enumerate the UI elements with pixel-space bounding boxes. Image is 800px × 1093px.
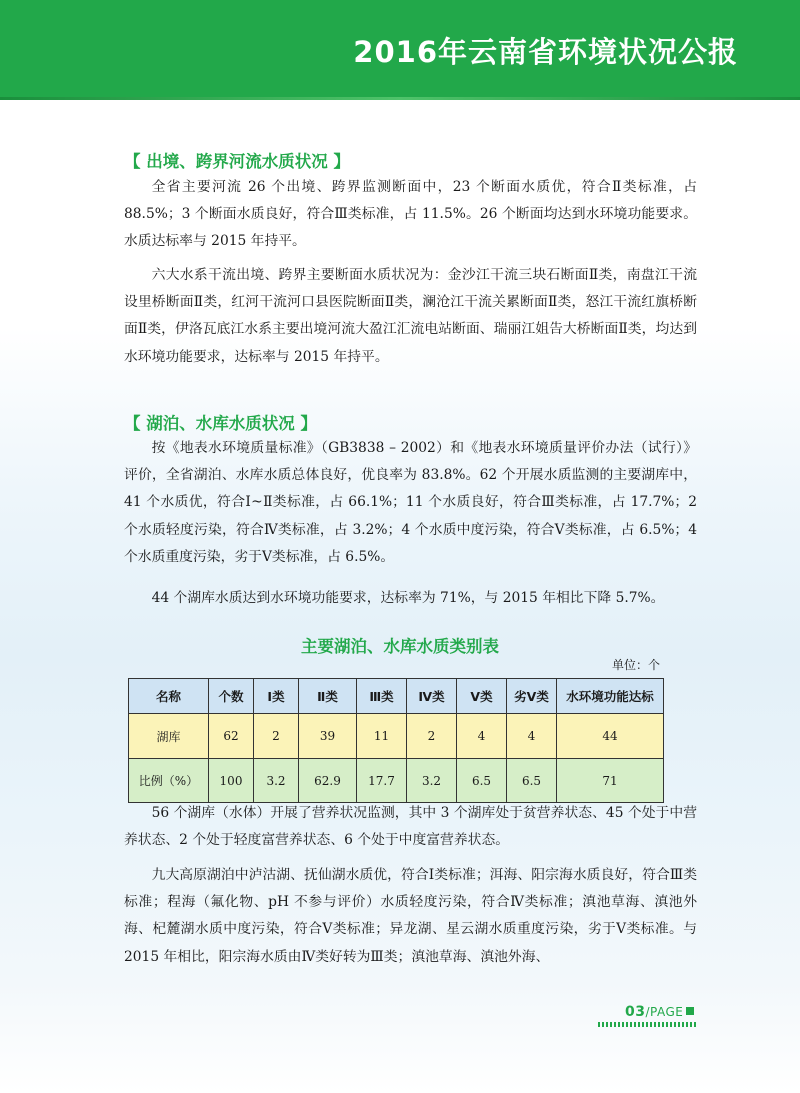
paragraph-trophic: 56 个湖库（水体）开展了营养状况监测，其中 3 个湖库处于贫营养状态、45 个处于中营养状态、2 个处于轻度富营养状态、6 个处于中度富营养状态。 [124, 805, 697, 849]
table-row [129, 714, 664, 759]
col-header-class-5: Ⅴ类 [457, 679, 507, 714]
table-cell: 湖库 [129, 714, 209, 759]
table-unit: 单位：个 [611, 658, 660, 672]
table-title: 主要湖泊、水库水质类别表 [301, 637, 499, 656]
table-cell: 6.5 [507, 759, 557, 803]
page-number [625, 1004, 694, 1020]
page-title: 2016年云南省环境状况公报 [353, 35, 738, 69]
col-header-compliance: 水环境功能达标 [557, 679, 664, 714]
table-cell: 3.2 [254, 759, 299, 803]
section-heading-rivers: 【 出境、跨界河流水质状况 】 [124, 152, 350, 171]
table-cell: 2 [407, 714, 457, 759]
table-cell: 17.7 [357, 759, 407, 803]
paragraph-rivers-1: 全省主要河流 26 个出境、跨界监测断面中，23 个断面水质优，符合Ⅱ类标准，占 88.5%；3 个断面水质良好，符合Ⅲ类标准，占 11.5%。26 个断面均达到水环境功能要求。水质达标率与 2015 年持平。 [124, 179, 697, 250]
section-heading-lakes: 【 湖泊、水库水质状况 】 [124, 414, 317, 433]
table-cell: 3.2 [407, 759, 457, 803]
table-cell: 44 [557, 714, 664, 759]
table-cell: 11 [357, 714, 407, 759]
table-cell: 6.5 [457, 759, 507, 803]
water-quality-table [128, 678, 664, 803]
table-cell: 100 [209, 759, 254, 803]
table-header-row [129, 679, 664, 714]
table-cell: 39 [299, 714, 357, 759]
col-header-class-2: Ⅱ类 [299, 679, 357, 714]
col-header-class-1: Ⅰ类 [254, 679, 299, 714]
col-header-class-3: Ⅲ类 [357, 679, 407, 714]
table-cell: 4 [507, 714, 557, 759]
paragraph-plateau-lakes: 九大高原湖泊中泸沽湖、抚仙湖水质优，符合Ⅰ类标准；洱海、阳宗海水质良好，符合Ⅲ类标准；程海（氟化物、pH 不参与评价）水质轻度污染，符合Ⅳ类标准；滇池草海、滇池外海、杞麓湖水质中度污染，符合Ⅴ类标准；异龙湖、星云湖水质重度污染，劣于Ⅴ类标准。与 2015 年相比，阳宗海水质由Ⅳ类好转为Ⅲ类；滇池草海、滇池外海、 [124, 867, 697, 965]
table-row [129, 759, 664, 803]
table-cell: 62.9 [299, 759, 357, 803]
col-header-class-4: Ⅳ类 [407, 679, 457, 714]
col-header-count: 个数 [209, 679, 254, 714]
page-number-value: 03 [625, 1004, 646, 1020]
col-header-name: 名称 [129, 679, 209, 714]
table-cell: 71 [557, 759, 664, 803]
table-cell: 62 [209, 714, 254, 759]
paragraph-lakes-1: 按《地表水环境质量标准》（GB3838 – 2002）和《地表水环境质量评价办法（试行）》评价，全省湖泊、水库水质总体良好，优良率为 83.8%。62 个开展水质监测的主要湖库中，41 个水质优，符合Ⅰ~Ⅱ类标准，占 66.1%；11 个水质良好，符合Ⅲ类标准，占 17.7%；2 个水质轻度污染，符合Ⅳ类标准，占 3.2%；4 个水质中度污染，符合Ⅴ类标准，占 6.5%；4 个水质重度污染，劣于Ⅴ类标准，占 6.5%。 [124, 440, 697, 565]
header-rule [0, 97, 800, 100]
paragraph-rivers-2: 六大水系干流出境、跨界主要断面水质状况为：金沙江干流三块石断面Ⅱ类，南盘江干流设里桥断面Ⅱ类，红河干流河口县医院断面Ⅱ类，澜沧江干流关累断面Ⅱ类，怒江干流红旗桥断面Ⅱ类，伊洛瓦底江水系主要出境河流大盈江汇流电站断面、瑞丽江姐告大桥断面Ⅱ类，均达到水环境功能要求，达标率与 2015 年持平。 [124, 267, 697, 365]
page-label: /PAGE [645, 1005, 684, 1019]
square-icon [686, 1007, 694, 1015]
header-banner [0, 0, 800, 97]
page-number-rule [598, 1022, 696, 1027]
col-header-below-class-5: 劣Ⅴ类 [507, 679, 557, 714]
table-cell: 2 [254, 714, 299, 759]
paragraph-lakes-2: 44 个湖库水质达到水环境功能要求，达标率为 71%，与 2015 年相比下降 5.7%。 [151, 590, 665, 606]
table-cell: 比例（%） [129, 759, 209, 803]
table-cell: 4 [457, 714, 507, 759]
